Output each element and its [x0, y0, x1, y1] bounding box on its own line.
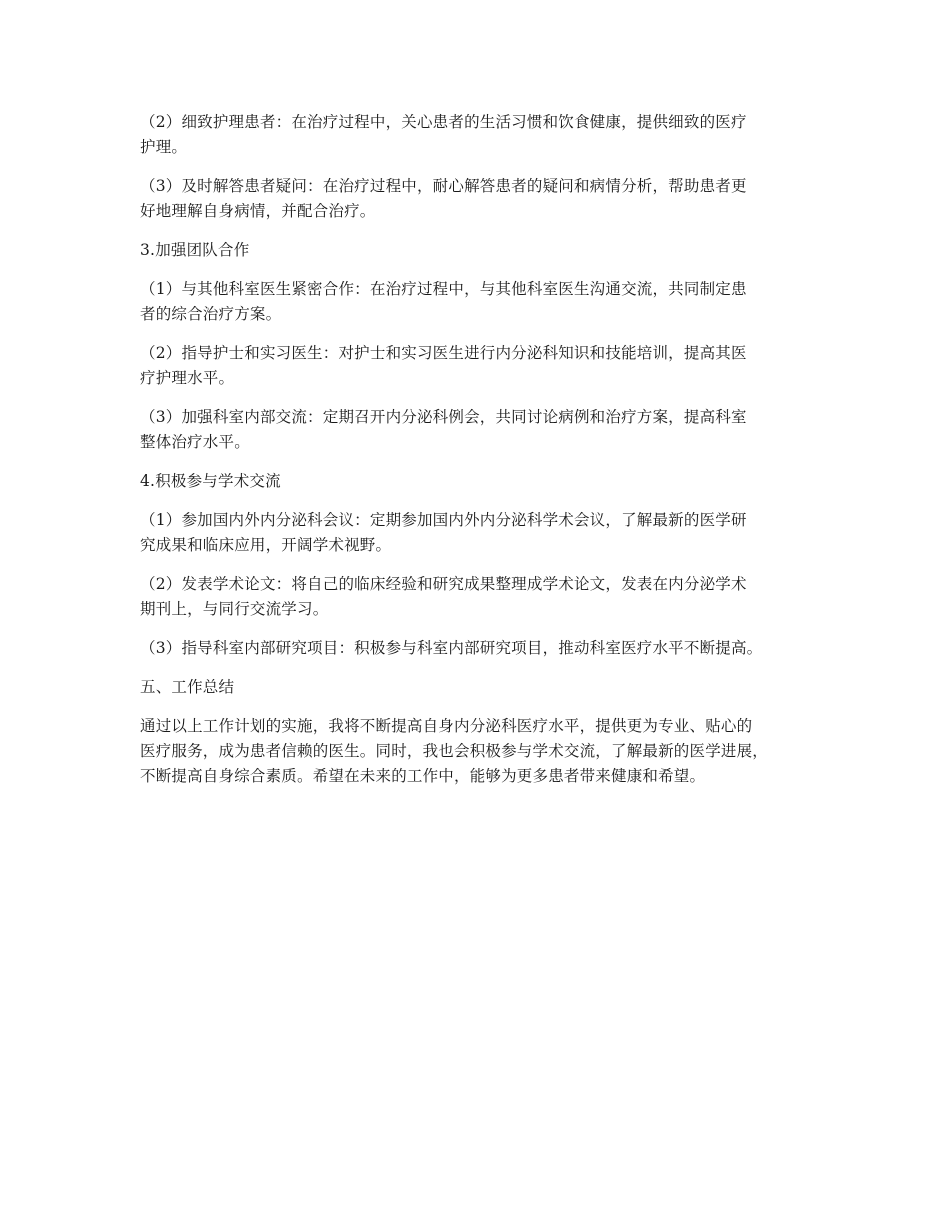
section-heading-teamwork: 3.加强团队合作 [140, 241, 250, 259]
text-line: 通过以上工作计划的实施，我将不断提高自身内分泌科医疗水平，提供更为专业、贴心的 [140, 717, 753, 735]
section-heading-summary: 五、工作总结 [140, 678, 235, 696]
text-line: （3）加强科室内部交流：定期召开内分泌科例会，共同讨论病例和治疗方案，提高科室 [140, 408, 747, 426]
text-line: 不断提高自身综合素质。希望在未来的工作中，能够为更多患者带来健康和希望。 [140, 767, 706, 785]
text-line: 整体治疗水平。 [140, 433, 250, 451]
paragraph-attend-conferences [140, 508, 830, 558]
paragraph-research-projects [140, 636, 830, 661]
paragraph-care-patients [140, 110, 830, 160]
paragraph-answer-questions [140, 174, 830, 224]
text-line: 期刊上，与同行交流学习。 [140, 600, 329, 618]
text-line: （3）指导科室内部研究项目：积极参与科室内部研究项目，推动科室医疗水平不断提高。 [140, 639, 763, 657]
text-line: （2）指导护士和实习医生：对护士和实习医生进行内分泌科知识和技能培训，提高其医 [140, 344, 747, 362]
text-line: （2）发表学术论文：将自己的临床经验和研究成果整理成学术论文，发表在内分泌学术 [140, 575, 747, 593]
text-line: （1）参加国内外内分泌科会议：定期参加国内外内分泌科学术会议，了解最新的医学研 [140, 511, 747, 529]
document-page [140, 110, 830, 803]
text-line: 疗护理水平。 [140, 369, 235, 387]
paragraph-cooperate-departments [140, 277, 830, 327]
paragraph-guide-nurses [140, 341, 830, 391]
text-line: 好地理解自身病情，并配合治疗。 [140, 202, 376, 220]
text-line: （3）及时解答患者疑问：在治疗过程中，耐心解答患者的疑问和病情分析，帮助患者更 [140, 177, 747, 195]
paragraph-internal-exchange [140, 405, 830, 455]
text-line: 者的综合治疗方案。 [140, 305, 282, 323]
text-line: 究成果和临床应用，开阔学术视野。 [140, 536, 392, 554]
text-line: （2）细致护理患者：在治疗过程中，关心患者的生活习惯和饮食健康，提供细致的医疗 [140, 113, 747, 131]
section-heading-academic: 4.积极参与学术交流 [140, 472, 281, 490]
paragraph-publish-papers [140, 572, 830, 622]
paragraph-summary [140, 714, 830, 789]
text-line: 医疗服务，成为患者信赖的医生。同时，我也会积极参与学术交流，了解最新的医学进展， [140, 742, 769, 760]
text-line: （1）与其他科室医生紧密合作：在治疗过程中，与其他科室医生沟通交流，共同制定患 [140, 280, 747, 298]
text-line: 护理。 [140, 138, 188, 156]
